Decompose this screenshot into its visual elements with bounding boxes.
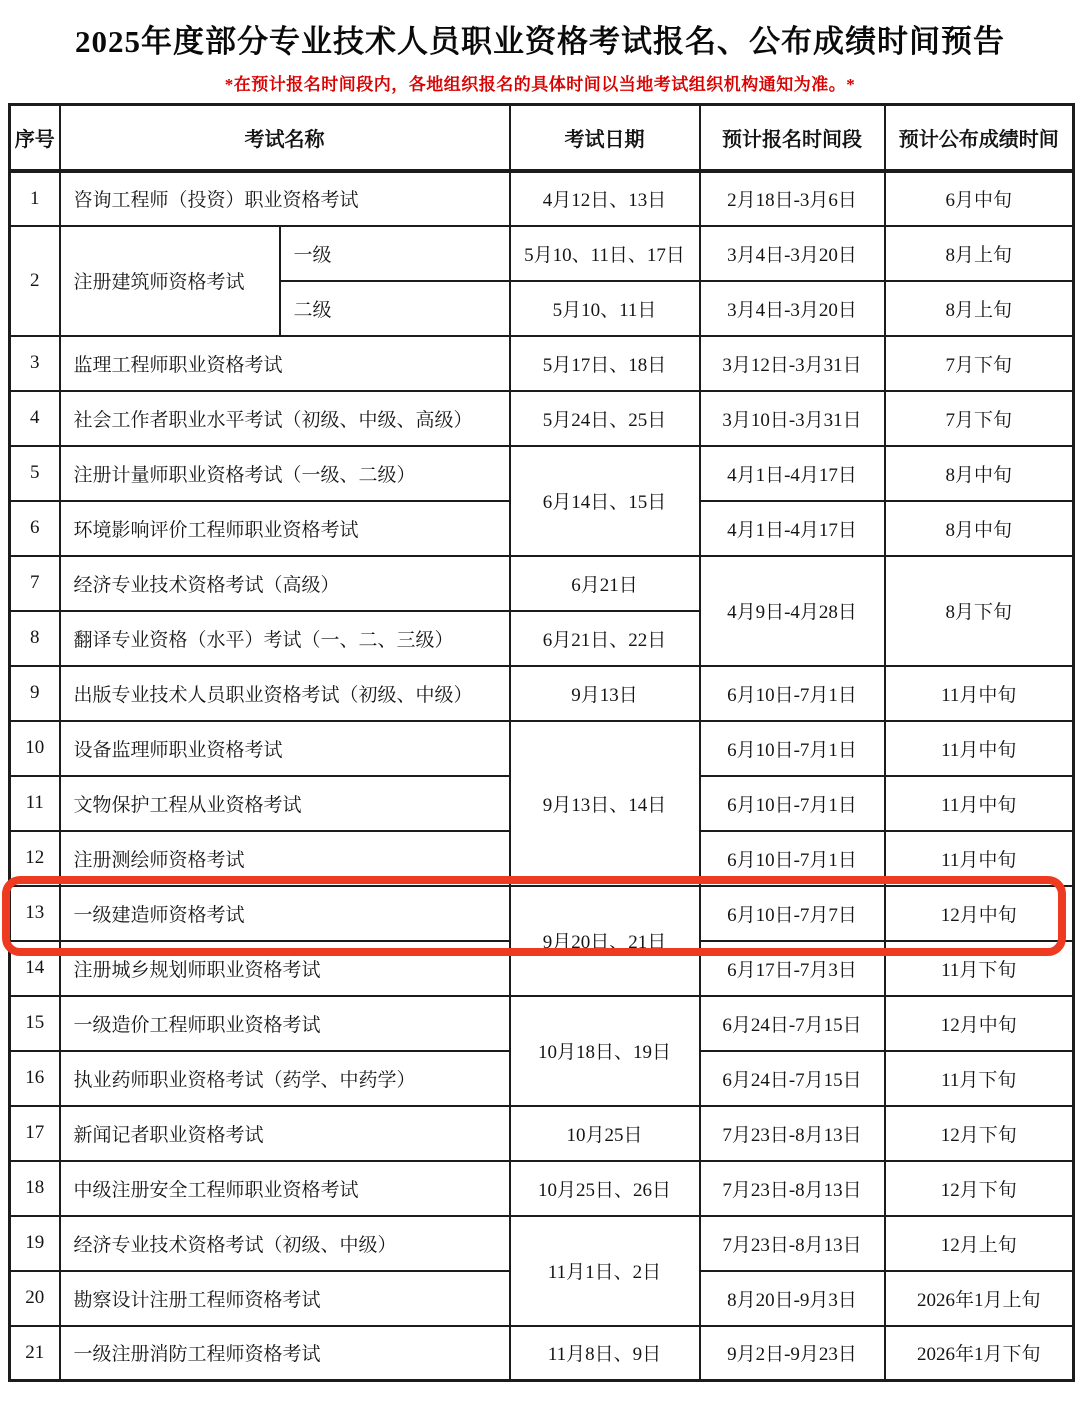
table-cell: 21	[10, 1326, 60, 1381]
table-row	[10, 721, 1074, 776]
table-cell: 5月24日、25日	[510, 391, 700, 446]
exam-name-cell: 一级建造师资格考试	[60, 886, 510, 941]
table-cell: 8月上旬	[885, 281, 1074, 336]
table-cell: 4月1日-4月17日	[700, 446, 885, 501]
exam-name-cell: 注册建筑师资格考试	[60, 226, 280, 336]
table-cell: 3月12日-3月31日	[700, 336, 885, 391]
table-cell: 4月12日、13日	[510, 171, 700, 226]
table-cell: 7月23日-8月13日	[700, 1161, 885, 1216]
table-cell: 9	[10, 666, 60, 721]
table-row	[10, 666, 1074, 721]
table-cell: 8月中旬	[885, 501, 1074, 556]
exam-name-cell: 一级	[280, 226, 510, 281]
table-body	[10, 171, 1074, 1381]
table-cell: 6月24日-7月15日	[700, 996, 885, 1051]
table-row	[10, 1161, 1074, 1216]
table-cell: 17	[10, 1106, 60, 1161]
exam-name-cell: 二级	[280, 281, 510, 336]
table-cell: 3	[10, 336, 60, 391]
table-cell: 11月中旬	[885, 721, 1074, 776]
table-row	[10, 996, 1074, 1051]
table-cell: 6月21日、22日	[510, 611, 700, 666]
header-registration-period: 预计报名时间段	[700, 105, 885, 171]
table-cell: 11月中旬	[885, 831, 1074, 886]
exam-name-cell: 新闻记者职业资格考试	[60, 1106, 510, 1161]
table-cell: 11月下旬	[885, 941, 1074, 996]
table-cell: 9月13日	[510, 666, 700, 721]
table-cell: 14	[10, 941, 60, 996]
table-cell: 2	[10, 226, 60, 336]
exam-schedule-table	[8, 103, 1075, 1382]
page-subtitle: *在预计报名时间段内，各地组织报名的具体时间以当地考试组织机构通知为准。*	[224, 75, 856, 94]
exam-name-cell: 一级注册消防工程师资格考试	[60, 1326, 510, 1381]
table-cell: 11	[10, 776, 60, 831]
table-cell: 3月4日-3月20日	[700, 226, 885, 281]
table-cell: 10月25日	[510, 1106, 700, 1161]
table-cell: 7	[10, 556, 60, 611]
table-row	[10, 556, 1074, 611]
table-cell: 7月下旬	[885, 391, 1074, 446]
table-cell: 7月23日-8月13日	[700, 1216, 885, 1271]
exam-name-cell: 咨询工程师（投资）职业资格考试	[60, 171, 510, 226]
header-exam-name: 考试名称	[60, 105, 510, 171]
exam-name-cell: 社会工作者职业水平考试（初级、中级、高级）	[60, 391, 510, 446]
table-cell: 7月23日-8月13日	[700, 1106, 885, 1161]
table-row	[10, 1216, 1074, 1271]
table-cell: 11月1日、2日	[510, 1216, 700, 1326]
table-cell: 2月18日-3月6日	[700, 171, 885, 226]
table-cell: 11月下旬	[885, 1051, 1074, 1106]
table-cell: 15	[10, 996, 60, 1051]
table-cell: 3月10日-3月31日	[700, 391, 885, 446]
table-cell: 6月10日-7月1日	[700, 776, 885, 831]
table-cell: 18	[10, 1161, 60, 1216]
table-cell: 12月下旬	[885, 1106, 1074, 1161]
table-row	[10, 446, 1074, 501]
table-cell: 10月25日、26日	[510, 1161, 700, 1216]
table-cell: 6月17日-7月3日	[700, 941, 885, 996]
table-cell: 6	[10, 501, 60, 556]
table-cell: 12月下旬	[885, 1161, 1074, 1216]
table-cell: 3月4日-3月20日	[700, 281, 885, 336]
table-cell: 9月13日、14日	[510, 721, 700, 886]
header-row	[10, 105, 1074, 171]
table-cell: 16	[10, 1051, 60, 1106]
exam-name-cell: 勘察设计注册工程师资格考试	[60, 1271, 510, 1326]
exam-name-cell: 监理工程师职业资格考试	[60, 336, 510, 391]
table-cell: 4	[10, 391, 60, 446]
table-cell: 6月中旬	[885, 171, 1074, 226]
table-cell: 12月中旬	[885, 886, 1074, 941]
table-cell: 6月10日-7月1日	[700, 721, 885, 776]
exam-name-cell: 文物保护工程从业资格考试	[60, 776, 510, 831]
exam-name-cell: 翻译专业资格（水平）考试（一、二、三级）	[60, 611, 510, 666]
table-cell: 9月2日-9月23日	[700, 1326, 885, 1381]
header-score-release: 预计公布成绩时间	[885, 105, 1074, 171]
table-cell: 11月中旬	[885, 666, 1074, 721]
header-index: 序号	[10, 105, 60, 171]
table-cell: 10月18日、19日	[510, 996, 700, 1106]
table-cell: 6月10日-7月1日	[700, 666, 885, 721]
page-title: 2025年度部分专业技术人员职业资格考试报名、公布成绩时间预告	[75, 24, 1005, 59]
exam-name-cell: 一级造价工程师职业资格考试	[60, 996, 510, 1051]
exam-name-cell: 中级注册安全工程师职业资格考试	[60, 1161, 510, 1216]
exam-name-cell: 注册测绘师资格考试	[60, 831, 510, 886]
table-cell: 11月中旬	[885, 776, 1074, 831]
table-cell: 12月中旬	[885, 996, 1074, 1051]
table-cell: 12	[10, 831, 60, 886]
table-cell: 11月8日、9日	[510, 1326, 700, 1381]
header-exam-date: 考试日期	[510, 105, 700, 171]
table-row	[10, 336, 1074, 391]
exam-name-cell: 设备监理师职业资格考试	[60, 721, 510, 776]
table-cell: 5月17日、18日	[510, 336, 700, 391]
table-cell: 4月9日-4月28日	[700, 556, 885, 666]
table-cell: 8月上旬	[885, 226, 1074, 281]
table-row	[10, 886, 1074, 941]
table-cell: 1	[10, 171, 60, 226]
table-cell: 8月中旬	[885, 446, 1074, 501]
table-cell: 10	[10, 721, 60, 776]
exam-name-cell: 注册计量师职业资格考试（一级、二级）	[60, 446, 510, 501]
table-cell: 6月14日、15日	[510, 446, 700, 556]
exam-name-cell: 经济专业技术资格考试（高级）	[60, 556, 510, 611]
table-cell: 19	[10, 1216, 60, 1271]
exam-name-cell: 经济专业技术资格考试（初级、中级）	[60, 1216, 510, 1271]
table-cell: 2026年1月下旬	[885, 1326, 1074, 1381]
table-row	[10, 171, 1074, 226]
table-cell: 5	[10, 446, 60, 501]
exam-name-cell: 注册城乡规划师职业资格考试	[60, 941, 510, 996]
table-cell: 5月10、11日	[510, 281, 700, 336]
table-row	[10, 1326, 1074, 1381]
table-cell: 20	[10, 1271, 60, 1326]
table-cell: 9月20日、21日	[510, 886, 700, 996]
table-cell: 6月24日-7月15日	[700, 1051, 885, 1106]
table-cell: 4月1日-4月17日	[700, 501, 885, 556]
table-row	[10, 226, 1074, 281]
table-cell: 5月10、11日、17日	[510, 226, 700, 281]
table-cell: 8月20日-9月3日	[700, 1271, 885, 1326]
table-cell: 8月下旬	[885, 556, 1074, 666]
table-cell: 6月10日-7月1日	[700, 831, 885, 886]
table-cell: 8	[10, 611, 60, 666]
table-cell: 2026年1月上旬	[885, 1271, 1074, 1326]
table-row	[10, 391, 1074, 446]
table-cell: 6月21日	[510, 556, 700, 611]
table-cell: 12月上旬	[885, 1216, 1074, 1271]
table-cell: 7月下旬	[885, 336, 1074, 391]
exam-name-cell: 执业药师职业资格考试（药学、中药学）	[60, 1051, 510, 1106]
exam-name-cell: 出版专业技术人员职业资格考试（初级、中级）	[60, 666, 510, 721]
table-cell: 13	[10, 886, 60, 941]
table-cell: 6月10日-7月7日	[700, 886, 885, 941]
table-row	[10, 1106, 1074, 1161]
exam-name-cell: 环境影响评价工程师职业资格考试	[60, 501, 510, 556]
